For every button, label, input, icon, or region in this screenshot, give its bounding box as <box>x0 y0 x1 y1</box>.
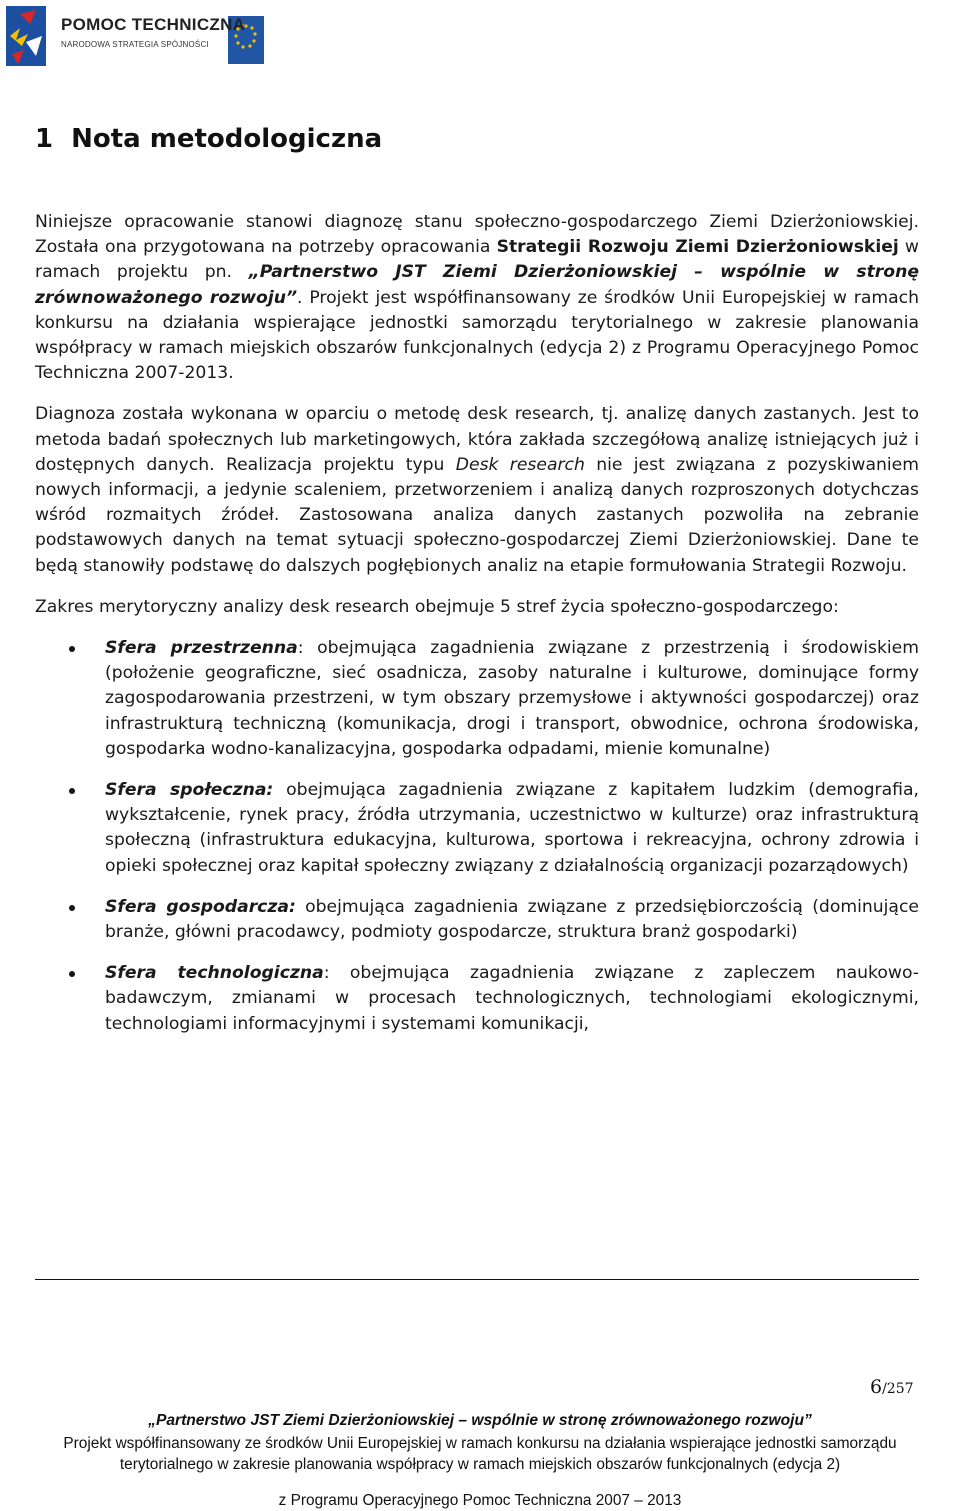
bullet-icon <box>69 905 75 911</box>
section-number: 1 <box>35 124 54 154</box>
intro-text-1: Niniejsze opracowanie stanowi diagnozę stanu społeczno-gospodarczego Ziemi Dzierżoniowskiej. Została ona przygotowana na potrzeby opracowania <box>35 212 919 258</box>
list-item <box>35 895 919 945</box>
sphere-separator: : <box>297 638 318 659</box>
sphere-separator: : <box>323 963 350 984</box>
spheres-list <box>35 636 919 1037</box>
intro-paragraph <box>35 210 919 386</box>
project-name: „Partnerstwo JST Ziemi Dzierżoniowskiej – wspólnie w stronę zrównoważonego rozwoju” <box>35 262 919 308</box>
footer-project-title: „Partnerstwo JST Ziemi Dzierżoniowskiej – wspólnie w stronę zrównoważonego rozwoju” <box>148 1412 812 1429</box>
logo-subtitle: NARODOWA STRATEGIA SPÓJNOŚCI <box>61 40 209 49</box>
footer-line-2: Projekt współfinansowany ze środków Unii Europejskiej w ramach konkursu na działania wspierające jednostki samorządu <box>63 1435 897 1452</box>
sphere-description: obejmująca zagadnienia związane z zapleczem naukowo-badawczym, zmianami w procesach technologicznych, technologiami ekologicznymi, technologiami informacyjnymi i systemami komunikacji, <box>105 963 920 1034</box>
pomoc-techniczna-logo <box>6 6 266 66</box>
desk-research-term: Desk research <box>455 454 585 475</box>
intro-text-2: w ramach projektu pn. <box>35 237 919 283</box>
page-total: /257 <box>882 1381 914 1397</box>
bullet-icon <box>69 788 75 794</box>
sphere-title: Sfera technologiczna <box>105 963 324 984</box>
logo-title: POMOC TECHNICZNA <box>61 15 246 34</box>
list-item <box>35 961 919 1037</box>
sphere-title: Sfera społeczna: <box>105 780 274 801</box>
sphere-title: Sfera gospodarcza: <box>105 896 296 917</box>
page-current: 6 <box>870 1376 883 1398</box>
document-body <box>35 210 919 1053</box>
sphere-description: obejmująca zagadnienia związane z przedsiębiorczością (dominujące branże, główni pracodawcy, podmioty gospodarcze, struktura branż gospodarki) <box>105 896 919 943</box>
section-heading <box>35 124 382 154</box>
diagnosis-text-1: Diagnoza została wykonana w oparciu o metodę desk research, tj. analizę danych zastanych. Jest to metoda badań społecznych lub marketingowych, która zakłada szczegółową analizę istniejących już i dostępnych danych. Realizacja projektu typu <box>35 404 919 475</box>
section-title: Nota metodologiczna <box>71 124 383 154</box>
page-number <box>870 1376 914 1398</box>
sphere-separator <box>273 780 286 800</box>
scope-paragraph: Zakres merytoryczny analizy desk research obejmuje 5 stref życia społeczno-gospodarczego: <box>35 596 839 617</box>
list-item <box>35 636 919 762</box>
sphere-separator <box>296 897 305 917</box>
sphere-description: obejmująca zagadnienia związane z kapitałem ludzkim (demografia, wykształcenie, rynek pracy, źródła utrzymania, uczestnictwo w kulturze) oraz infrastrukturą społeczną (infrastruktura edukacyjna, kulturowa, sportowa i rekreacyjna, ochrony zdrowia i opieki społecznej oraz kapitał społeczny związany z działalnością organizacji pozarządowych) <box>105 780 919 876</box>
bullet-icon <box>69 971 75 977</box>
diagnosis-text-2: nie jest związana z pozyskiwaniem nowych informacji, a jedynie scaleniem, przetworzeniem i analizą danych rozproszonych dotychczas wśród rozmaitych źródeł. Zastosowana analiza danych zastanych pozwoliła na zebranie podstawowych danych na temat sytuacji społeczno-gospodarczej Ziemi Dzierżoniowskiej. Dane te będą stanowiły podstawę do dalszych pogłębionych analiz na etapie formułowania Strategii Rozwoju. <box>35 454 919 576</box>
intro-text-3: . Projekt jest współfinansowany ze środków Unii Europejskiej w ramach konkursu na działania wspierające jednostki samorządu terytorialnego w zakresie planowania współpracy w ramach miejskich obszarów funkcjonalnych (edycja 2) z Programu Operacyjnego Pomoc Techniczna 2007-2013. <box>35 287 919 384</box>
list-item <box>35 778 919 879</box>
diagnosis-paragraph <box>35 402 919 578</box>
sphere-title: Sfera przestrzenna <box>105 638 298 659</box>
footer-divider <box>35 1279 919 1280</box>
footer-line-4: z Programu Operacyjnego Pomoc Techniczna 2007 – 2013 <box>278 1492 682 1509</box>
strategy-name: Strategii Rozwoju Ziemi Dzierżoniowskiej <box>496 237 899 258</box>
footer-line-3: terytorialnego w zakresie planowania współpracy w ramach miejskich obszarów funkcjonalnych (edycja 2) <box>119 1456 841 1473</box>
bullet-icon <box>69 646 75 652</box>
sphere-description: obejmująca zagadnienia związane z przestrzenią i środowiskiem (położenie geograficzne, sieć osadnicza, zasoby naturalne i kulturowe, dominujące formy zagospodarowania przestrzeni, w tym obszary przemysłowe i aktywności gospodarczej) oraz infrastrukturą techniczną (komunikacja, drogi i transport, obwodnice, ochrona środowiska, gospodarka wodno-kanalizacyjna, gospodarka odpadami, mienie komunalne) <box>105 638 919 759</box>
